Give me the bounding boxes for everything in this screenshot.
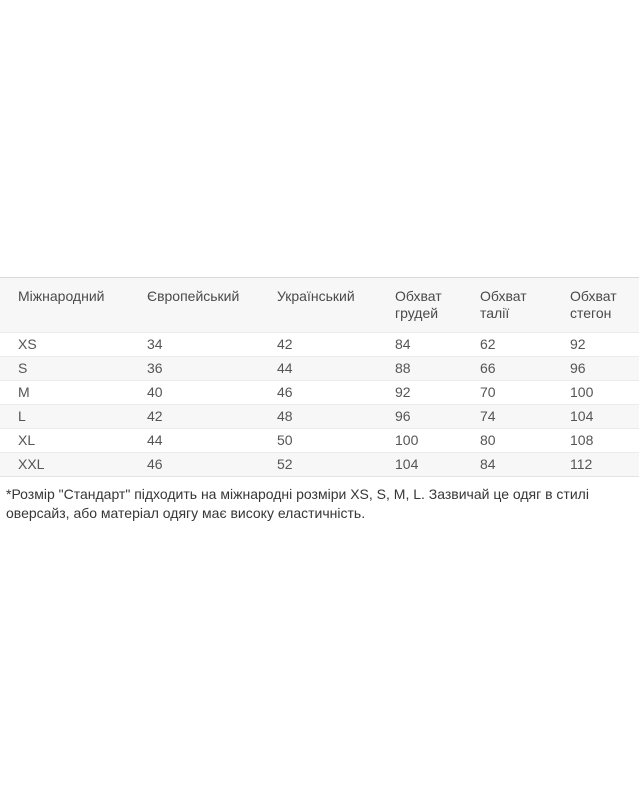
cell-european: 42 xyxy=(129,405,259,429)
cell-waist: 62 xyxy=(462,333,552,357)
cell-chest: 100 xyxy=(377,429,462,453)
cell-european: 46 xyxy=(129,453,259,477)
cell-international: XL xyxy=(0,429,129,453)
table-row xyxy=(0,357,639,381)
size-table-header xyxy=(0,278,639,333)
cell-ukrainian: 42 xyxy=(259,333,377,357)
cell-chest: 92 xyxy=(377,381,462,405)
cell-hips: 92 xyxy=(552,333,639,357)
header-cell-chest: Обхват грудей xyxy=(377,278,462,333)
cell-chest: 84 xyxy=(377,333,462,357)
cell-european: 40 xyxy=(129,381,259,405)
header-cell-waist: Обхват талії xyxy=(462,278,552,333)
cell-waist: 70 xyxy=(462,381,552,405)
cell-international: S xyxy=(0,357,129,381)
header-cell-european: Європейський xyxy=(129,278,259,333)
header-cell-international: Міжнародний xyxy=(0,278,129,333)
table-row xyxy=(0,453,639,477)
cell-chest: 88 xyxy=(377,357,462,381)
cell-ukrainian: 52 xyxy=(259,453,377,477)
cell-hips: 104 xyxy=(552,405,639,429)
header-cell-hips: Обхват стегон xyxy=(552,278,639,333)
cell-international: XS xyxy=(0,333,129,357)
table-row xyxy=(0,405,639,429)
table-row xyxy=(0,381,639,405)
header-cell-ukrainian: Український xyxy=(259,278,377,333)
size-table-body xyxy=(0,333,639,477)
cell-waist: 80 xyxy=(462,429,552,453)
table-row xyxy=(0,429,639,453)
cell-international: XXL xyxy=(0,453,129,477)
cell-hips: 112 xyxy=(552,453,639,477)
cell-international: L xyxy=(0,405,129,429)
cell-ukrainian: 50 xyxy=(259,429,377,453)
header-row xyxy=(0,278,639,333)
cell-international: M xyxy=(0,381,129,405)
cell-hips: 96 xyxy=(552,357,639,381)
cell-ukrainian: 48 xyxy=(259,405,377,429)
cell-waist: 74 xyxy=(462,405,552,429)
cell-ukrainian: 44 xyxy=(259,357,377,381)
cell-hips: 108 xyxy=(552,429,639,453)
cell-chest: 104 xyxy=(377,453,462,477)
size-table xyxy=(0,277,639,477)
cell-ukrainian: 46 xyxy=(259,381,377,405)
size-table-block xyxy=(0,277,639,523)
table-row xyxy=(0,333,639,357)
cell-waist: 84 xyxy=(462,453,552,477)
cell-european: 34 xyxy=(129,333,259,357)
cell-waist: 66 xyxy=(462,357,552,381)
cell-hips: 100 xyxy=(552,381,639,405)
cell-european: 36 xyxy=(129,357,259,381)
cell-european: 44 xyxy=(129,429,259,453)
footnote-text: *Розмір "Стандарт" підходить на міжнародні розміри XS, S, M, L. Зазвичай це одяг в стилі оверсайз, або матеріал одягу має високу еластичність. xyxy=(6,486,589,521)
cell-chest: 96 xyxy=(377,405,462,429)
